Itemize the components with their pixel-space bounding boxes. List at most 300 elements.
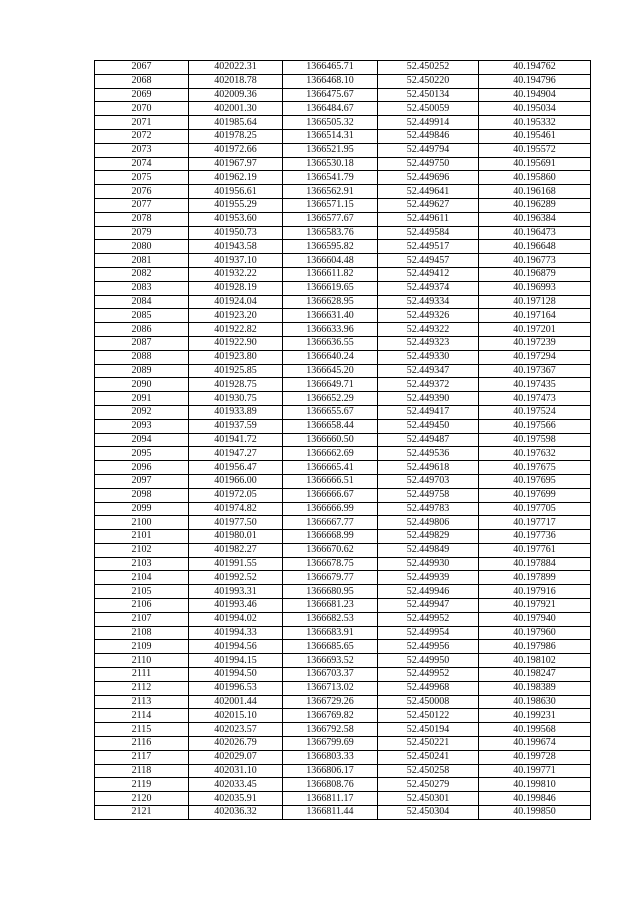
y-coordinate-cell: 1366666.67 <box>283 488 378 502</box>
table-row <box>95 419 591 433</box>
point-number-cell: 2079 <box>95 226 189 240</box>
table-row <box>95 185 591 199</box>
point-number-cell: 2093 <box>95 419 189 433</box>
longitude-cell: 40.197899 <box>479 571 591 585</box>
point-number-cell: 2113 <box>95 695 189 709</box>
longitude-cell: 40.196384 <box>479 212 591 226</box>
longitude-cell: 40.196773 <box>479 254 591 268</box>
table-row <box>95 295 591 309</box>
table-row <box>95 571 591 585</box>
point-number-cell: 2096 <box>95 461 189 475</box>
latitude-cell: 52.449956 <box>378 640 479 654</box>
latitude-cell: 52.449954 <box>378 626 479 640</box>
point-number-cell: 2085 <box>95 309 189 323</box>
x-coordinate-cell: 402022.31 <box>189 61 283 75</box>
latitude-cell: 52.449322 <box>378 323 479 337</box>
y-coordinate-cell: 1366703.37 <box>283 668 378 682</box>
longitude-cell: 40.199674 <box>479 737 591 751</box>
longitude-cell: 40.198389 <box>479 681 591 695</box>
latitude-cell: 52.450301 <box>378 792 479 806</box>
latitude-cell: 52.449627 <box>378 198 479 212</box>
point-number-cell: 2112 <box>95 681 189 695</box>
latitude-cell: 52.449846 <box>378 129 479 143</box>
latitude-cell: 52.449829 <box>378 530 479 544</box>
y-coordinate-cell: 1366571.15 <box>283 198 378 212</box>
table-row <box>95 516 591 530</box>
longitude-cell: 40.196879 <box>479 267 591 281</box>
point-number-cell: 2121 <box>95 806 189 820</box>
table-row <box>95 709 591 723</box>
point-number-cell: 2086 <box>95 323 189 337</box>
point-number-cell: 2071 <box>95 116 189 130</box>
point-number-cell: 2077 <box>95 198 189 212</box>
x-coordinate-cell: 401955.29 <box>189 198 283 212</box>
point-number-cell: 2114 <box>95 709 189 723</box>
point-number-cell: 2081 <box>95 254 189 268</box>
latitude-cell: 52.449450 <box>378 419 479 433</box>
x-coordinate-cell: 401974.82 <box>189 502 283 516</box>
point-number-cell: 2092 <box>95 405 189 419</box>
latitude-cell: 52.449939 <box>378 571 479 585</box>
point-number-cell: 2069 <box>95 88 189 102</box>
point-number-cell: 2100 <box>95 516 189 530</box>
latitude-cell: 52.449758 <box>378 488 479 502</box>
latitude-cell: 52.450008 <box>378 695 479 709</box>
longitude-cell: 40.196289 <box>479 198 591 212</box>
table-row <box>95 557 591 571</box>
x-coordinate-cell: 402031.10 <box>189 764 283 778</box>
x-coordinate-cell: 402023.57 <box>189 723 283 737</box>
x-coordinate-cell: 401947.27 <box>189 447 283 461</box>
point-number-cell: 2091 <box>95 392 189 406</box>
table-row <box>95 336 591 350</box>
x-coordinate-cell: 401943.58 <box>189 240 283 254</box>
longitude-cell: 40.197201 <box>479 323 591 337</box>
latitude-cell: 52.449641 <box>378 185 479 199</box>
y-coordinate-cell: 1366792.58 <box>283 723 378 737</box>
point-number-cell: 2116 <box>95 737 189 751</box>
x-coordinate-cell: 401941.72 <box>189 433 283 447</box>
point-number-cell: 2089 <box>95 364 189 378</box>
y-coordinate-cell: 1366682.53 <box>283 612 378 626</box>
table-row <box>95 543 591 557</box>
y-coordinate-cell: 1366729.26 <box>283 695 378 709</box>
latitude-cell: 52.449703 <box>378 474 479 488</box>
y-coordinate-cell: 1366505.32 <box>283 116 378 130</box>
longitude-cell: 40.197239 <box>479 336 591 350</box>
table-row <box>95 364 591 378</box>
y-coordinate-cell: 1366521.95 <box>283 143 378 157</box>
y-coordinate-cell: 1366681.23 <box>283 599 378 613</box>
x-coordinate-cell: 402001.44 <box>189 695 283 709</box>
y-coordinate-cell: 1366660.50 <box>283 433 378 447</box>
y-coordinate-cell: 1366666.99 <box>283 502 378 516</box>
point-number-cell: 2115 <box>95 723 189 737</box>
latitude-cell: 52.449611 <box>378 212 479 226</box>
y-coordinate-cell: 1366530.18 <box>283 157 378 171</box>
latitude-cell: 52.449914 <box>378 116 479 130</box>
x-coordinate-cell: 401928.75 <box>189 378 283 392</box>
table-row <box>95 74 591 88</box>
y-coordinate-cell: 1366811.17 <box>283 792 378 806</box>
x-coordinate-cell: 401993.46 <box>189 599 283 613</box>
longitude-cell: 40.197128 <box>479 295 591 309</box>
x-coordinate-cell: 402018.78 <box>189 74 283 88</box>
longitude-cell: 40.196168 <box>479 185 591 199</box>
longitude-cell: 40.197705 <box>479 502 591 516</box>
y-coordinate-cell: 1366649.71 <box>283 378 378 392</box>
latitude-cell: 52.449487 <box>378 433 479 447</box>
y-coordinate-cell: 1366668.99 <box>283 530 378 544</box>
table-row <box>95 447 591 461</box>
table-row <box>95 405 591 419</box>
table-row <box>95 392 591 406</box>
y-coordinate-cell: 1366808.76 <box>283 778 378 792</box>
point-number-cell: 2094 <box>95 433 189 447</box>
x-coordinate-cell: 402009.36 <box>189 88 283 102</box>
longitude-cell: 40.199771 <box>479 764 591 778</box>
y-coordinate-cell: 1366645.20 <box>283 364 378 378</box>
x-coordinate-cell: 401966.00 <box>189 474 283 488</box>
longitude-cell: 40.197940 <box>479 612 591 626</box>
longitude-cell: 40.198630 <box>479 695 591 709</box>
table-row <box>95 654 591 668</box>
longitude-cell: 40.195860 <box>479 171 591 185</box>
point-number-cell: 2107 <box>95 612 189 626</box>
x-coordinate-cell: 402015.10 <box>189 709 283 723</box>
table-row <box>95 681 591 695</box>
longitude-cell: 40.197435 <box>479 378 591 392</box>
latitude-cell: 52.449806 <box>378 516 479 530</box>
latitude-cell: 52.449952 <box>378 612 479 626</box>
latitude-cell: 52.449536 <box>378 447 479 461</box>
point-number-cell: 2106 <box>95 599 189 613</box>
x-coordinate-cell: 402036.32 <box>189 806 283 820</box>
y-coordinate-cell: 1366658.44 <box>283 419 378 433</box>
x-coordinate-cell: 401937.10 <box>189 254 283 268</box>
longitude-cell: 40.197524 <box>479 405 591 419</box>
longitude-cell: 40.197761 <box>479 543 591 557</box>
x-coordinate-cell: 401953.60 <box>189 212 283 226</box>
x-coordinate-cell: 401972.66 <box>189 143 283 157</box>
coordinates-table <box>94 60 591 820</box>
longitude-cell: 40.198247 <box>479 668 591 682</box>
point-number-cell: 2095 <box>95 447 189 461</box>
longitude-cell: 40.197164 <box>479 309 591 323</box>
y-coordinate-cell: 1366679.77 <box>283 571 378 585</box>
x-coordinate-cell: 401932.22 <box>189 267 283 281</box>
point-number-cell: 2110 <box>95 654 189 668</box>
latitude-cell: 52.449849 <box>378 543 479 557</box>
point-number-cell: 2097 <box>95 474 189 488</box>
longitude-cell: 40.199810 <box>479 778 591 792</box>
point-number-cell: 2111 <box>95 668 189 682</box>
point-number-cell: 2078 <box>95 212 189 226</box>
x-coordinate-cell: 401994.02 <box>189 612 283 626</box>
longitude-cell: 40.197598 <box>479 433 591 447</box>
x-coordinate-cell: 401992.52 <box>189 571 283 585</box>
x-coordinate-cell: 401985.64 <box>189 116 283 130</box>
longitude-cell: 40.199728 <box>479 750 591 764</box>
table-row <box>95 157 591 171</box>
longitude-cell: 40.197960 <box>479 626 591 640</box>
y-coordinate-cell: 1366799.69 <box>283 737 378 751</box>
table-row <box>95 764 591 778</box>
latitude-cell: 52.449618 <box>378 461 479 475</box>
point-number-cell: 2080 <box>95 240 189 254</box>
x-coordinate-cell: 402029.07 <box>189 750 283 764</box>
x-coordinate-cell: 401922.90 <box>189 336 283 350</box>
point-number-cell: 2067 <box>95 61 189 75</box>
y-coordinate-cell: 1366583.76 <box>283 226 378 240</box>
y-coordinate-cell: 1366662.69 <box>283 447 378 461</box>
latitude-cell: 52.449947 <box>378 599 479 613</box>
table-row <box>95 668 591 682</box>
point-number-cell: 2099 <box>95 502 189 516</box>
point-number-cell: 2118 <box>95 764 189 778</box>
table-row <box>95 240 591 254</box>
longitude-cell: 40.197717 <box>479 516 591 530</box>
y-coordinate-cell: 1366693.52 <box>283 654 378 668</box>
table-row <box>95 461 591 475</box>
table-row <box>95 267 591 281</box>
x-coordinate-cell: 401924.04 <box>189 295 283 309</box>
point-number-cell: 2070 <box>95 102 189 116</box>
y-coordinate-cell: 1366577.67 <box>283 212 378 226</box>
latitude-cell: 52.450279 <box>378 778 479 792</box>
table-row <box>95 102 591 116</box>
y-coordinate-cell: 1366640.24 <box>283 350 378 364</box>
y-coordinate-cell: 1366595.82 <box>283 240 378 254</box>
point-number-cell: 2068 <box>95 74 189 88</box>
latitude-cell: 52.450221 <box>378 737 479 751</box>
point-number-cell: 2103 <box>95 557 189 571</box>
x-coordinate-cell: 401956.47 <box>189 461 283 475</box>
x-coordinate-cell: 401994.33 <box>189 626 283 640</box>
table-row <box>95 723 591 737</box>
point-number-cell: 2104 <box>95 571 189 585</box>
latitude-cell: 52.449517 <box>378 240 479 254</box>
table-row <box>95 750 591 764</box>
y-coordinate-cell: 1366665.41 <box>283 461 378 475</box>
table-row <box>95 88 591 102</box>
longitude-cell: 40.197695 <box>479 474 591 488</box>
point-number-cell: 2072 <box>95 129 189 143</box>
latitude-cell: 52.450304 <box>378 806 479 820</box>
point-number-cell: 2119 <box>95 778 189 792</box>
table-row <box>95 778 591 792</box>
point-number-cell: 2082 <box>95 267 189 281</box>
longitude-cell: 40.199568 <box>479 723 591 737</box>
table-row <box>95 378 591 392</box>
y-coordinate-cell: 1366670.62 <box>283 543 378 557</box>
latitude-cell: 52.450122 <box>378 709 479 723</box>
latitude-cell: 52.450252 <box>378 61 479 75</box>
latitude-cell: 52.449950 <box>378 654 479 668</box>
table-row <box>95 474 591 488</box>
y-coordinate-cell: 1366619.65 <box>283 281 378 295</box>
y-coordinate-cell: 1366769.82 <box>283 709 378 723</box>
y-coordinate-cell: 1366713.02 <box>283 681 378 695</box>
coordinates-table-body <box>95 61 591 820</box>
y-coordinate-cell: 1366680.95 <box>283 585 378 599</box>
table-row <box>95 212 591 226</box>
point-number-cell: 2117 <box>95 750 189 764</box>
point-number-cell: 2075 <box>95 171 189 185</box>
y-coordinate-cell: 1366683.91 <box>283 626 378 640</box>
table-row <box>95 695 591 709</box>
x-coordinate-cell: 401991.55 <box>189 557 283 571</box>
y-coordinate-cell: 1366667.77 <box>283 516 378 530</box>
latitude-cell: 52.450194 <box>378 723 479 737</box>
table-row <box>95 530 591 544</box>
point-number-cell: 2098 <box>95 488 189 502</box>
latitude-cell: 52.450059 <box>378 102 479 116</box>
longitude-cell: 40.197884 <box>479 557 591 571</box>
latitude-cell: 52.449696 <box>378 171 479 185</box>
latitude-cell: 52.449783 <box>378 502 479 516</box>
x-coordinate-cell: 401956.61 <box>189 185 283 199</box>
y-coordinate-cell: 1366633.96 <box>283 323 378 337</box>
table-row <box>95 281 591 295</box>
latitude-cell: 52.449930 <box>378 557 479 571</box>
point-number-cell: 2090 <box>95 378 189 392</box>
table-row <box>95 323 591 337</box>
longitude-cell: 40.199850 <box>479 806 591 820</box>
longitude-cell: 40.196473 <box>479 226 591 240</box>
table-row <box>95 433 591 447</box>
latitude-cell: 52.449417 <box>378 405 479 419</box>
point-number-cell: 2084 <box>95 295 189 309</box>
table-row <box>95 737 591 751</box>
point-number-cell: 2120 <box>95 792 189 806</box>
x-coordinate-cell: 401962.19 <box>189 171 283 185</box>
y-coordinate-cell: 1366636.55 <box>283 336 378 350</box>
longitude-cell: 40.194796 <box>479 74 591 88</box>
y-coordinate-cell: 1366666.51 <box>283 474 378 488</box>
x-coordinate-cell: 401925.85 <box>189 364 283 378</box>
table-row <box>95 350 591 364</box>
x-coordinate-cell: 402035.91 <box>189 792 283 806</box>
longitude-cell: 40.194904 <box>479 88 591 102</box>
longitude-cell: 40.198102 <box>479 654 591 668</box>
table-row <box>95 626 591 640</box>
table-row <box>95 309 591 323</box>
y-coordinate-cell: 1366811.44 <box>283 806 378 820</box>
x-coordinate-cell: 401978.25 <box>189 129 283 143</box>
point-number-cell: 2073 <box>95 143 189 157</box>
x-coordinate-cell: 401980.01 <box>189 530 283 544</box>
x-coordinate-cell: 401977.50 <box>189 516 283 530</box>
latitude-cell: 52.449323 <box>378 336 479 350</box>
longitude-cell: 40.195332 <box>479 116 591 130</box>
x-coordinate-cell: 401994.50 <box>189 668 283 682</box>
longitude-cell: 40.197632 <box>479 447 591 461</box>
y-coordinate-cell: 1366468.10 <box>283 74 378 88</box>
x-coordinate-cell: 401923.80 <box>189 350 283 364</box>
x-coordinate-cell: 401972.05 <box>189 488 283 502</box>
y-coordinate-cell: 1366484.67 <box>283 102 378 116</box>
point-number-cell: 2083 <box>95 281 189 295</box>
longitude-cell: 40.194762 <box>479 61 591 75</box>
y-coordinate-cell: 1366562.91 <box>283 185 378 199</box>
latitude-cell: 52.449390 <box>378 392 479 406</box>
x-coordinate-cell: 401993.31 <box>189 585 283 599</box>
x-coordinate-cell: 402001.30 <box>189 102 283 116</box>
y-coordinate-cell: 1366514.31 <box>283 129 378 143</box>
table-row <box>95 640 591 654</box>
table-row <box>95 198 591 212</box>
y-coordinate-cell: 1366631.40 <box>283 309 378 323</box>
table-row <box>95 502 591 516</box>
x-coordinate-cell: 401923.20 <box>189 309 283 323</box>
longitude-cell: 40.197736 <box>479 530 591 544</box>
x-coordinate-cell: 402033.45 <box>189 778 283 792</box>
table-row <box>95 599 591 613</box>
y-coordinate-cell: 1366678.75 <box>283 557 378 571</box>
latitude-cell: 52.450220 <box>378 74 479 88</box>
y-coordinate-cell: 1366611.82 <box>283 267 378 281</box>
y-coordinate-cell: 1366541.79 <box>283 171 378 185</box>
x-coordinate-cell: 401994.56 <box>189 640 283 654</box>
longitude-cell: 40.197986 <box>479 640 591 654</box>
latitude-cell: 52.449412 <box>378 267 479 281</box>
table-row <box>95 612 591 626</box>
longitude-cell: 40.196993 <box>479 281 591 295</box>
table-row <box>95 254 591 268</box>
x-coordinate-cell: 401928.19 <box>189 281 283 295</box>
point-number-cell: 2109 <box>95 640 189 654</box>
longitude-cell: 40.197367 <box>479 364 591 378</box>
longitude-cell: 40.197699 <box>479 488 591 502</box>
latitude-cell: 52.449374 <box>378 281 479 295</box>
point-number-cell: 2074 <box>95 157 189 171</box>
latitude-cell: 52.450241 <box>378 750 479 764</box>
longitude-cell: 40.197916 <box>479 585 591 599</box>
longitude-cell: 40.197675 <box>479 461 591 475</box>
point-number-cell: 2087 <box>95 336 189 350</box>
y-coordinate-cell: 1366655.67 <box>283 405 378 419</box>
table-row <box>95 585 591 599</box>
longitude-cell: 40.195461 <box>479 129 591 143</box>
latitude-cell: 52.449372 <box>378 378 479 392</box>
latitude-cell: 52.449334 <box>378 295 479 309</box>
longitude-cell: 40.195572 <box>479 143 591 157</box>
x-coordinate-cell: 401950.73 <box>189 226 283 240</box>
latitude-cell: 52.449794 <box>378 143 479 157</box>
latitude-cell: 52.449952 <box>378 668 479 682</box>
table-row <box>95 226 591 240</box>
table-row <box>95 143 591 157</box>
table-row <box>95 116 591 130</box>
table-row <box>95 61 591 75</box>
latitude-cell: 52.449750 <box>378 157 479 171</box>
x-coordinate-cell: 402026.79 <box>189 737 283 751</box>
y-coordinate-cell: 1366806.17 <box>283 764 378 778</box>
longitude-cell: 40.197921 <box>479 599 591 613</box>
y-coordinate-cell: 1366652.29 <box>283 392 378 406</box>
latitude-cell: 52.449457 <box>378 254 479 268</box>
point-number-cell: 2108 <box>95 626 189 640</box>
point-number-cell: 2105 <box>95 585 189 599</box>
point-number-cell: 2088 <box>95 350 189 364</box>
latitude-cell: 52.449946 <box>378 585 479 599</box>
x-coordinate-cell: 401982.27 <box>189 543 283 557</box>
longitude-cell: 40.196648 <box>479 240 591 254</box>
table-row <box>95 792 591 806</box>
table-row <box>95 806 591 820</box>
longitude-cell: 40.199231 <box>479 709 591 723</box>
